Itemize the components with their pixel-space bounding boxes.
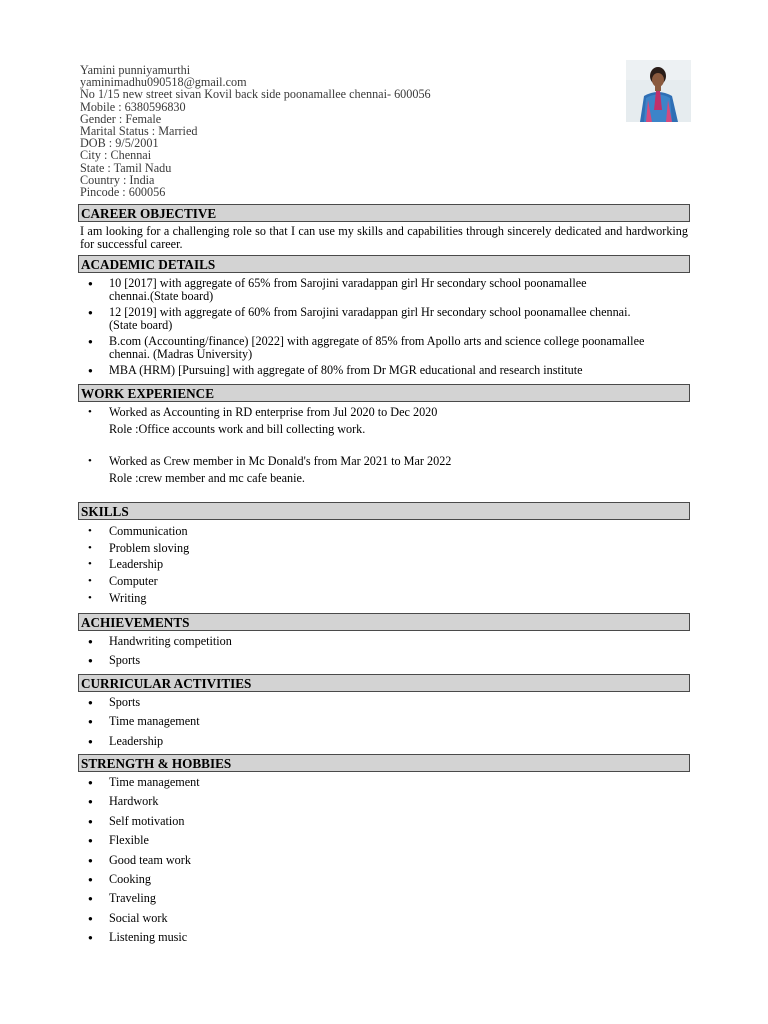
list-item-text: Good team work — [109, 852, 191, 867]
list-item-text: Handwriting competition — [109, 634, 232, 648]
list-item-line1: B.com (Accounting/finance) [2022] with aggregate of 85% from Apollo arts and science college poonamallee — [109, 334, 645, 348]
work-list — [80, 406, 680, 504]
list-item — [80, 335, 680, 360]
list-item — [80, 364, 680, 377]
list-item — [80, 654, 680, 667]
list-item — [80, 525, 680, 538]
list-item — [80, 558, 680, 571]
bullet-icon: ● — [88, 337, 93, 346]
list-item — [80, 635, 680, 648]
list-item-text: Flexible — [109, 833, 149, 848]
curricular-activities-heading: CURRICULAR ACTIVITIES — [78, 674, 690, 692]
list-item-text: Sports — [109, 653, 141, 667]
academic-details-heading: ACADEMIC DETAILS — [78, 255, 690, 273]
list-item — [80, 795, 680, 808]
bullet-icon: • — [88, 455, 92, 467]
list-item — [80, 592, 680, 605]
city: City : Chennai — [80, 148, 152, 163]
curricular-list — [80, 696, 680, 754]
list-item — [80, 776, 680, 789]
list-item-text: Self motivation — [109, 813, 185, 828]
bullet-icon: ● — [88, 736, 93, 746]
skills-heading: SKILLS — [78, 502, 690, 520]
list-item — [80, 854, 680, 867]
bullet-icon: ● — [88, 637, 93, 646]
list-item-text: Leadership — [109, 557, 164, 572]
list-item-text: Time management — [109, 714, 200, 729]
list-item-text: Social work — [109, 910, 168, 925]
list-item-text: Time management — [109, 775, 200, 789]
bullet-icon: ● — [88, 778, 93, 787]
strength-list — [80, 776, 680, 951]
bullet-icon: ● — [88, 366, 93, 375]
list-item-line2: chennai.(State board) — [109, 288, 214, 303]
bullet-icon: • — [88, 558, 92, 571]
work-experience-heading: WORK EXPERIENCE — [78, 384, 690, 402]
bullet-icon: ● — [88, 933, 93, 943]
career-objective-text: I am looking for a challenging role so that I can use my skills and capabilities through sincerely dedicated and hardworking for successful career. — [80, 224, 688, 251]
country: Country : India — [80, 172, 155, 187]
candidate-name: Yamini punniyamurthi — [80, 63, 191, 77]
achievements-heading: ACHIEVEMENTS — [78, 613, 690, 631]
dob: DOB : 9/5/2001 — [80, 136, 159, 151]
list-item — [80, 834, 680, 847]
bullet-icon: ● — [88, 698, 93, 707]
bullet-icon: • — [88, 575, 92, 588]
mobile: Mobile : 6380596830 — [80, 99, 186, 114]
marital-status: Marital Status : Married — [80, 124, 198, 139]
list-item-text: Listening music — [109, 930, 188, 945]
list-item-text: Communication — [109, 524, 188, 538]
list-item-text: Cooking — [109, 871, 151, 886]
bullet-icon: • — [88, 525, 92, 537]
bullet-icon: ● — [88, 816, 93, 826]
bullet-icon: ● — [88, 894, 93, 904]
bullet-icon: ● — [88, 656, 93, 665]
email: yaminimadhu090518@gmail.com — [80, 75, 247, 90]
list-item-line2: Role :crew member and mc cafe beanie. — [109, 470, 305, 485]
list-item-line2: chennai. (Madras University) — [109, 346, 253, 361]
list-item-text: Leadership — [109, 733, 164, 748]
list-item-text: Traveling — [109, 891, 156, 906]
bullet-icon: ● — [88, 913, 93, 923]
list-item — [80, 542, 680, 555]
bullet-icon: • — [88, 591, 92, 604]
list-item-text: Sports — [109, 695, 141, 709]
achievements-list — [80, 635, 680, 673]
profile-photo — [626, 60, 691, 122]
academic-list — [80, 277, 680, 381]
bullet-icon: ● — [88, 797, 93, 807]
bullet-icon: • — [88, 541, 92, 554]
list-item — [80, 735, 680, 748]
list-item-text: Writing — [109, 590, 147, 605]
list-item — [80, 455, 680, 484]
bullet-icon: ● — [88, 279, 93, 288]
bullet-icon: ● — [88, 308, 93, 317]
strength-hobbies-heading: STRENGTH & HOBBIES — [78, 754, 690, 772]
list-item-text: Computer — [109, 574, 158, 589]
list-item — [80, 873, 680, 886]
list-item — [80, 931, 680, 944]
list-item — [80, 715, 680, 728]
list-item — [80, 815, 680, 828]
list-item — [80, 575, 680, 588]
list-item — [80, 696, 680, 709]
bullet-icon: ● — [88, 855, 93, 865]
list-item-line1: Worked as Crew member in Mc Donald's from Mar 2021 to Mar 2022 — [109, 454, 452, 468]
pincode: Pincode : 600056 — [80, 185, 166, 200]
list-item-line2: (State board) — [109, 317, 173, 332]
list-item — [80, 306, 680, 331]
bullet-icon: ● — [88, 836, 93, 846]
bullet-icon: ● — [88, 874, 93, 884]
list-item-text: Hardwork — [109, 794, 159, 809]
bullet-icon: ● — [88, 717, 93, 727]
list-item-line1: MBA (HRM) [Pursuing] with aggregate of 80% from Dr MGR educational and research institute — [109, 363, 583, 377]
list-item-line1: 12 [2019] with aggregate of 60% from Sarojini varadappan girl Hr secondary school poonamallee chennai. — [109, 305, 631, 319]
address: No 1/15 new street sivan Kovil back side poonamallee chennai- 600056 — [80, 87, 431, 102]
list-item-line1: 10 [2017] with aggregate of 65% from Sarojini varadappan girl Hr secondary school poonamallee — [109, 276, 587, 290]
list-item-line2: Role :Office accounts work and bill collecting work. — [109, 421, 366, 436]
contact-block — [80, 64, 620, 198]
list-item — [80, 912, 680, 925]
career-objective-heading: CAREER OBJECTIVE — [78, 204, 690, 222]
list-item — [80, 406, 680, 435]
list-item — [80, 892, 680, 905]
list-item-text: Problem sloving — [109, 540, 190, 555]
list-item — [80, 277, 680, 302]
state: State : Tamil Nadu — [80, 160, 172, 175]
bullet-icon: • — [88, 406, 92, 418]
skills-list — [80, 525, 680, 608]
list-item-line1: Worked as Accounting in RD enterprise from Jul 2020 to Dec 2020 — [109, 405, 438, 419]
gender: Gender : Female — [80, 111, 162, 126]
